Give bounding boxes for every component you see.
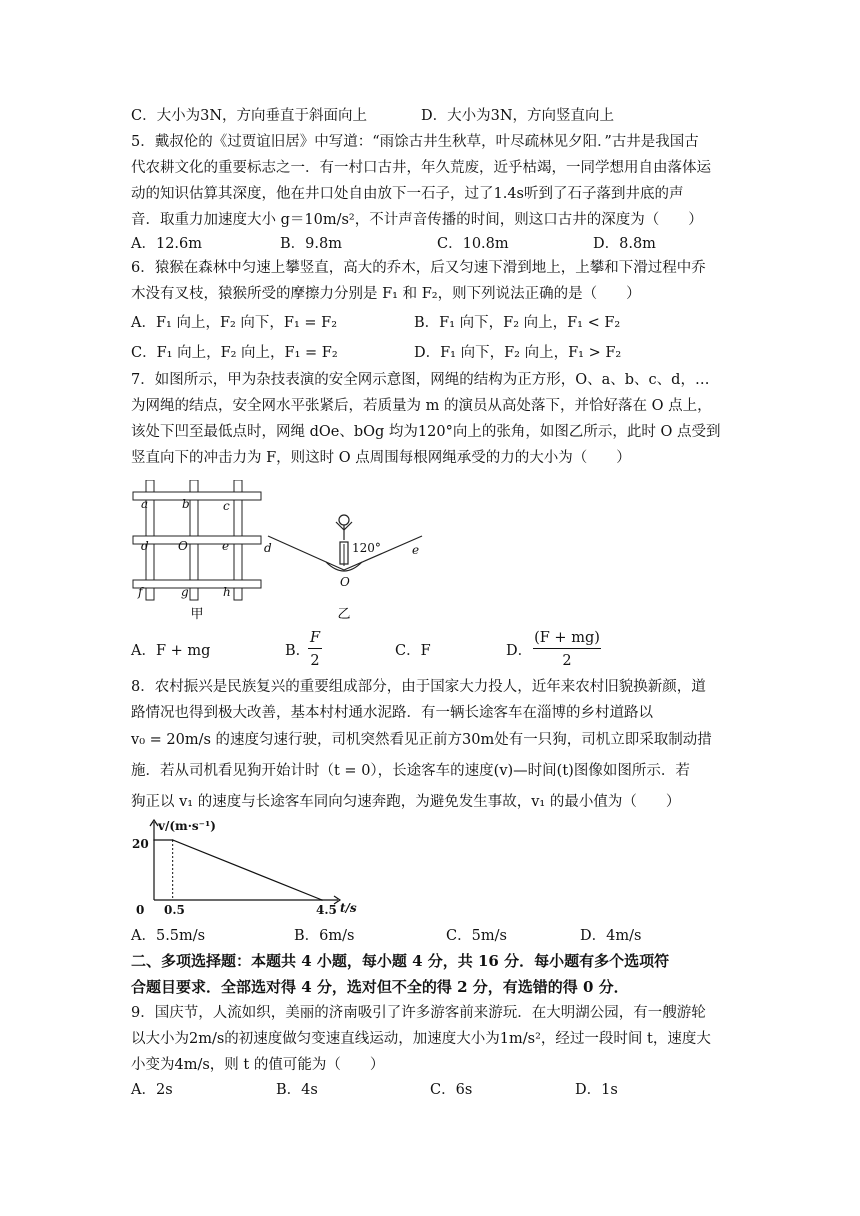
- q9-line-2: 以大小为2m/s的初速度做匀变速直线运动，加速度大小为1m/s²，经过一段时间 t，速度大: [131, 1031, 711, 1047]
- q5-option-d: D．8.8m: [593, 236, 656, 252]
- node-label-h: h: [223, 585, 231, 599]
- q8-line-2: 路情况也得到极大改善，基本村村通水泥路．有一辆长途客车在淄博的乡村道路以: [131, 705, 653, 721]
- node-label-c: c: [223, 499, 230, 513]
- q9-option-c: C．6s: [430, 1082, 473, 1098]
- q8-option-d: D．4m/s: [580, 928, 642, 944]
- q4-option-c: C．大小为3N，方向垂直于斜面向上: [131, 108, 368, 124]
- q8-line-1: 8．农村振兴是民族复兴的重要组成部分，由于国家大力投人，近年来农村旧貌换新颜，道: [131, 679, 706, 695]
- node-label-a: a: [141, 497, 149, 511]
- q6-option-b: B．F₁ 向下，F₂ 向上，F₁ < F₂: [414, 315, 621, 331]
- chart-tick-x-0.5: 0.5: [164, 903, 185, 917]
- q8-line-3: v₀ = 20m/s 的速度匀速行驶，司机突然看见正前方30m处有一只狗，司机立即采取制动措: [131, 732, 712, 748]
- chart-ylabel: v/(m·s⁻¹): [158, 819, 216, 833]
- q5-option-c: C．10.8m: [437, 236, 509, 252]
- q5-line-1: 5．戴叔伦的《过贾谊旧居》中写道：“雨馀古井生秋草，叶尽疏林见夕阳．”古井是我国古: [131, 134, 699, 150]
- q7-line-3: 该处下凹至最低点时，网绳 dOe、bOg 均为120°向上的张角，如图乙所示，此时 O 点受到: [131, 424, 721, 440]
- chart-tick-x-4.5: 4.5: [316, 903, 337, 917]
- chart-xlabel: t/s: [340, 901, 357, 915]
- node-label-g: g: [181, 585, 189, 599]
- q8-option-b: B．6m/s: [294, 928, 355, 944]
- yi-angle-label: 120°: [352, 541, 381, 555]
- q8-option-a: A．5.5m/s: [131, 928, 206, 944]
- node-label-e: e: [222, 539, 230, 553]
- q9-option-a: A．2s: [131, 1082, 173, 1098]
- q7-option-b-numerator: F: [308, 628, 322, 649]
- vt-series-line: [154, 840, 322, 900]
- q6-option-d: D．F₁ 向下，F₂ 向上，F₁ > F₂: [414, 345, 622, 361]
- q9-line-1: 9．国庆节，人流如织，美丽的济南吸引了许多游客前来游玩．在大明湖公园，有一艘游轮: [131, 1005, 706, 1021]
- section2-header-line-2: 合题目要求．全部选对得 4 分，选对但不全的得 2 分，有选错的得 0 分．: [131, 978, 629, 996]
- q5-option-b: B．9.8m: [280, 236, 342, 252]
- figure-yi-net-angle: [262, 510, 442, 626]
- q5-line-2: 代农耕文化的重要标志之一．有一村口古井，年久荒废，近乎枯竭，一同学想用自由落体运: [131, 160, 711, 176]
- q8-line-4: 施．若从司机看见狗开始计时（t = 0），长途客车的速度(v)—时间(t)图像如图所示．若: [131, 763, 690, 779]
- vt-point-1: [172, 839, 174, 841]
- q6-line-2: 木没有叉枝，猿猴所受的摩擦力分别是 F₁ 和 F₂，则下列说法正确的是（ ）: [131, 286, 641, 302]
- q6-line-1: 6．猿猴在森林中匀速上攀竖直，高大的乔木，后又匀速下滑到地上，上攀和下滑过程中乔: [131, 260, 706, 276]
- q7-option-d-prefix: D．: [506, 643, 533, 659]
- q7-option-d-numerator: (F + mg): [533, 628, 601, 649]
- q7-line-4: 竖直向下的冲击力为 F，则这时 O 点周围每根网绳承受的力的大小为（ ）: [131, 450, 631, 466]
- figure-yi-caption: 乙: [337, 607, 351, 622]
- q8-option-c: C．5m/s: [446, 928, 507, 944]
- rope-dO: [268, 536, 344, 570]
- vt-point-0: [153, 839, 155, 841]
- q7-option-b-prefix: B．: [285, 643, 311, 659]
- q7-option-a: A．F + mg: [131, 643, 211, 659]
- q7-line-1: 7．如图所示，甲为杂技表演的安全网示意图，网绳的结构为正方形，O、a、b、c、d，…: [131, 372, 710, 388]
- q9-option-d: D．1s: [575, 1082, 618, 1098]
- q6-option-a: A．F₁ 向上，F₂ 向下，F₁ = F₂: [131, 315, 338, 331]
- node-label-O: O: [178, 539, 188, 553]
- q7-line-2: 为网绳的结点，安全网水平张紧后，若质量为 m 的演员从高处落下，并恰好落在 O 点上，: [131, 398, 712, 414]
- q4-option-d: D．大小为3N，方向竖直向上: [421, 108, 615, 124]
- q7-option-d-denominator: 2: [562, 653, 572, 669]
- q6-option-c: C．F₁ 向上，F₂ 向上，F₁ = F₂: [131, 345, 338, 361]
- chart-tick-y-20: 20: [132, 837, 149, 851]
- node-label-d: d: [141, 539, 149, 553]
- yi-label-d: d: [264, 541, 272, 555]
- node-label-f: f: [138, 585, 143, 599]
- performer-head: [339, 515, 349, 525]
- q5-line-3: 动的知识估算其深度，他在井口处自由放下一石子，过了1.4s听到了石子落到井底的声: [131, 186, 684, 202]
- section2-header-line-1: 二、多项选择题：本题共 4 小题，每小题 4 分，共 16 分．每小题有多个选项符: [131, 952, 670, 970]
- chart-origin: 0: [136, 903, 145, 917]
- q5-line-4: 音．取重力加速度大小 g＝10m/s²，不计声音传播的时间，则这口古井的深度为（ ）: [131, 212, 703, 228]
- vt-point-2: [321, 899, 323, 901]
- q7-option-b-denominator: 2: [310, 653, 320, 669]
- q5-option-a: A．12.6m: [131, 236, 203, 252]
- q9-line-3: 小变为4m/s，则 t 的值可能为（ ）: [131, 1057, 385, 1073]
- q9-option-b: B．4s: [276, 1082, 318, 1098]
- vt-chart: [128, 816, 368, 922]
- yi-label-O: O: [340, 575, 350, 589]
- figure-jia-caption: 甲: [190, 607, 204, 622]
- node-label-b: b: [182, 497, 190, 511]
- yi-label-e: e: [412, 543, 420, 557]
- q8-line-5: 狗正以 v₁ 的速度与长途客车同向匀速奔跑，为避免发生事故，v₁ 的最小值为（ ）: [131, 794, 681, 810]
- figure-jia-safety-net: [128, 480, 268, 622]
- q7-option-c: C．F: [395, 643, 431, 659]
